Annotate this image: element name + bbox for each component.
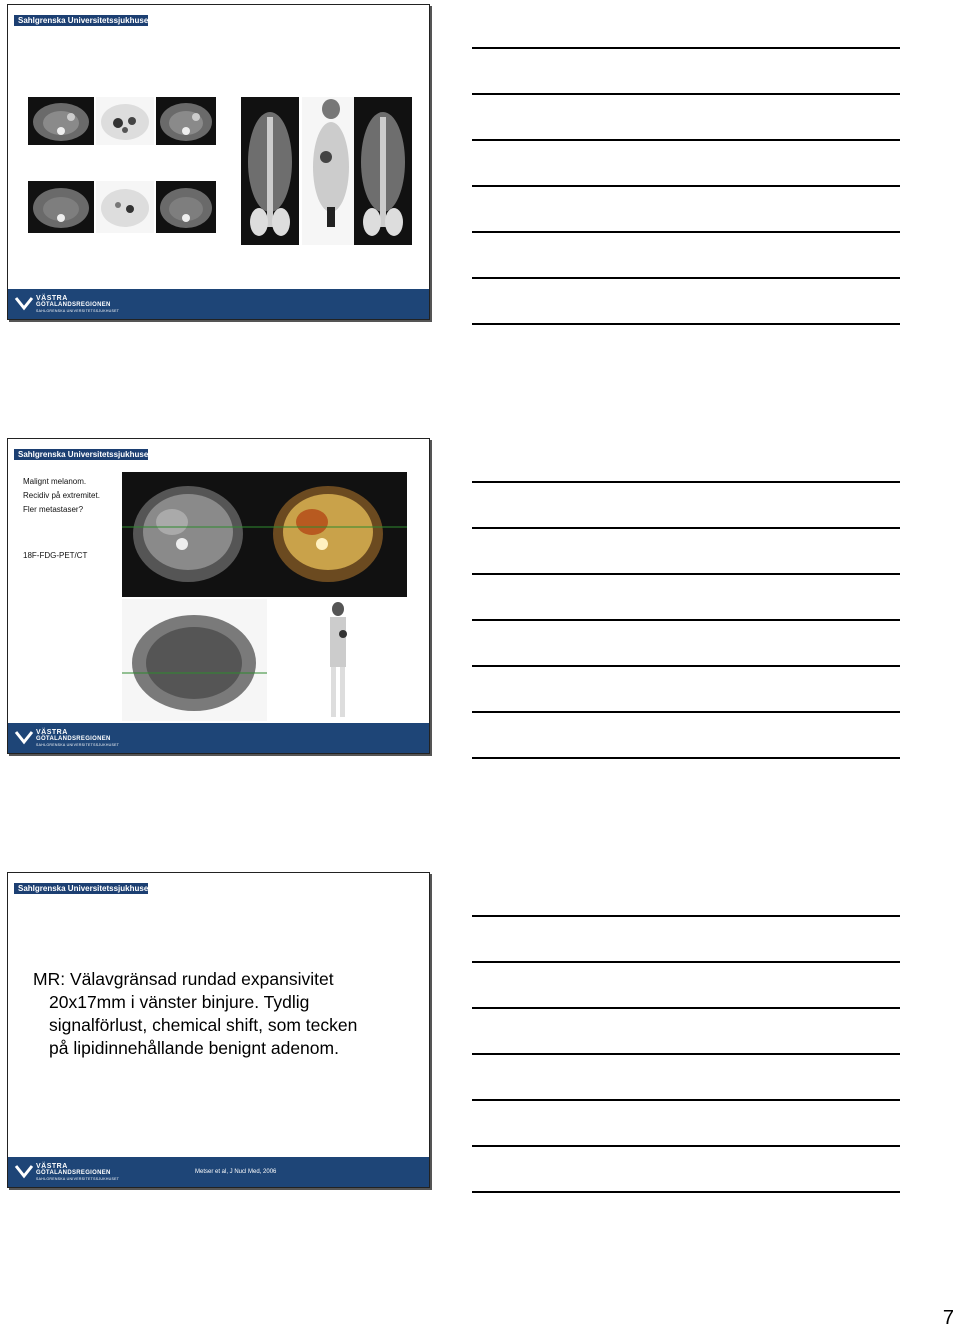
notes-lines-2 [472, 481, 900, 803]
region-logo-icon [14, 728, 34, 748]
ct-petct-panel [122, 472, 407, 597]
pet-axial-image [96, 181, 154, 233]
ct-coronal-image [241, 97, 299, 245]
notes-lines-1 [472, 47, 900, 369]
region-logo: VÄSTRA GÖTALANDSREGIONEN SAHLGRENSKA UNIVERSITETSSJUKHUSET [14, 294, 124, 314]
page-number: 7 [942, 1307, 954, 1329]
slide-header: Sahlgrenska Universitetssjukhuset [14, 15, 148, 26]
region-logo: VÄSTRA GÖTALANDSREGIONEN SAHLGRENSKA UNIVERSITETSSJUKHUSET [14, 1162, 124, 1182]
ct-axial-image [156, 181, 216, 233]
region-logo-icon [14, 1162, 34, 1182]
slide-footer [8, 1157, 429, 1187]
slide-header: Sahlgrenska Universitetssjukhuset [14, 449, 148, 460]
pet-coronal-image [302, 97, 360, 245]
pet-mip-image [308, 599, 368, 721]
slide-body-text: MR: Välavgränsad rundad expansivitet 20x17mm i vänster binjure. Tydlig signalförlust, chemical shift, som tecken på lipidinnehållande benignt adenom. [33, 969, 358, 1058]
pet-axial-image [96, 97, 154, 145]
imaging-method: 18F-FDG-PET/CT [23, 551, 88, 560]
slide-1 [7, 4, 430, 320]
slide-2 [7, 438, 430, 754]
region-logo: VÄSTRA GÖTALANDSREGIONEN SAHLGRENSKA UNIVERSITETSSJUKHUSET [14, 728, 124, 748]
ct-coronal-image [354, 97, 412, 245]
slide-3 [7, 872, 430, 1188]
ct-axial-image [28, 181, 94, 233]
citation: Metser et al, J Nucl Med, 2006 [195, 1169, 277, 1175]
slide-header: Sahlgrenska Universitetssjukhuset [14, 883, 148, 894]
slide-footer [8, 289, 429, 319]
slide-footer [8, 723, 429, 753]
pet-axial-image [122, 599, 267, 721]
ct-axial-image [28, 97, 94, 145]
notes-lines-3 [472, 915, 900, 1237]
region-logo-icon [14, 294, 34, 314]
ct-axial-image [156, 97, 216, 145]
case-description: Malignt melanom. Recidiv på extremitet. Fler metastaser? [23, 477, 100, 514]
